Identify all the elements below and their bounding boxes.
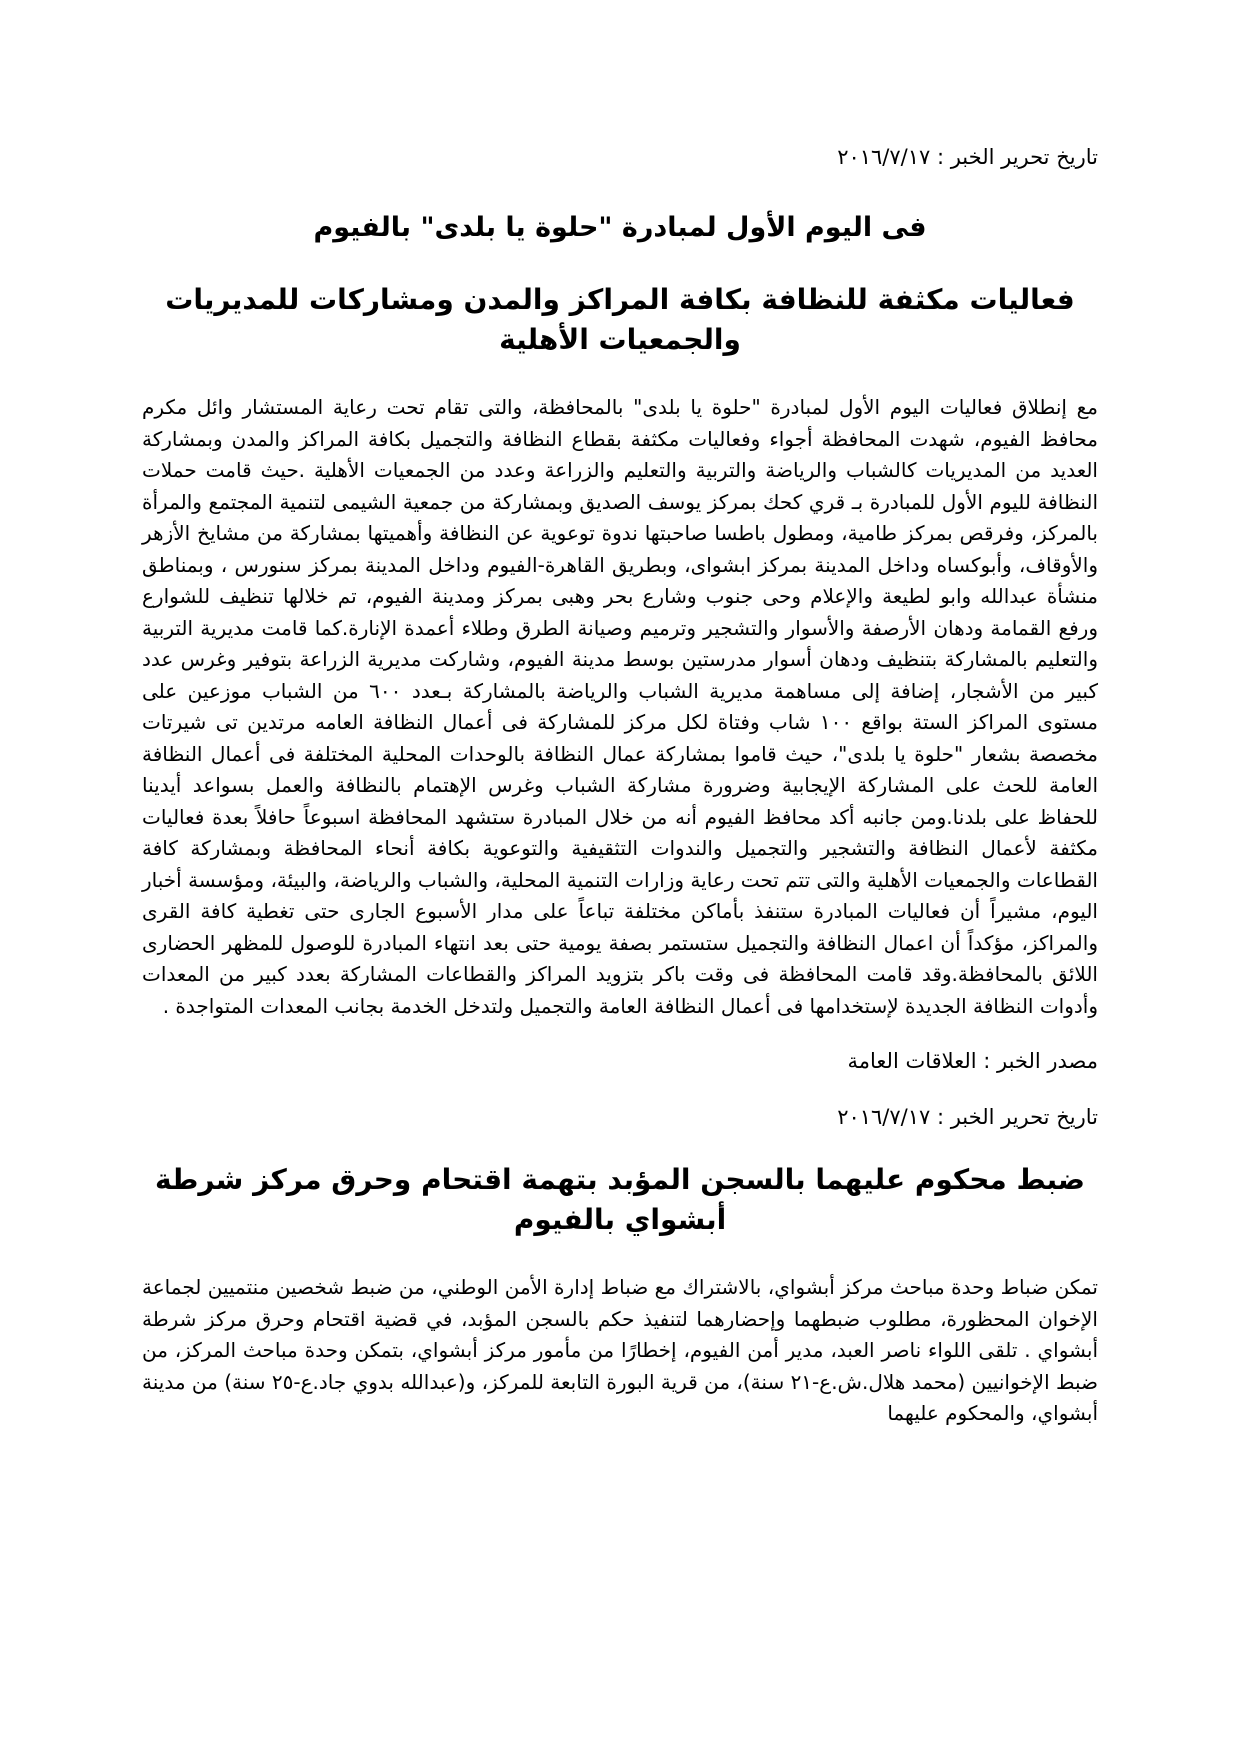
article-1-subtitle: فعاليات مكثفة للنظافة بكافة المراكز والمدن ومشاركات للمديريات والجمعيات الأهلية [165,283,1075,356]
article-1-title: فى اليوم الأول لمبادرة "حلوة يا بلدى" بالفيوم [313,212,927,243]
article-2-body: تمكن ضباط وحدة مباحث مركز أبشواي، بالاشتراك مع ضباط إدارة الأمن الوطني، من ضبط شخصين منتميين لجماعة الإخوان المحظورة، مطلوب ضبطهما وإحضارهما لتنفيذ حكم بالسجن المؤبد، في قضية اقتحام وحرق مركز شرطة أبشواي . تلقى اللواء ناصر العبد، مدير أمن الفيوم، إخطارًا من مأمور مركز أبشواي، بتمكن وحدة مباحث المركز، من ضبط الإخوانيين (محمد هلال.ش.ع-٢١ سنة)، من قرية البورة التابعة للمركز، و(عبدالله بدوي جاد.ع-٢٥ سنة) من مدينة أبشواي، والمحكوم عليهما [142,1275,1098,1425]
article-2-title: ضبط محكوم عليهما بالسجن المؤبد بتهمة اقتحام وحرق مركز شرطة أبشواي بالفيوم [155,1163,1085,1236]
article-1-date-line: تاريخ تحرير الخبر : ٢٠١٦/٧/١٧ [837,145,1098,169]
article-2-date-line: تاريخ تحرير الخبر : ٢٠١٦/٧/١٧ [837,1105,1098,1129]
article-1-body: مع إنطلاق فعاليات اليوم الأول لمبادرة "حلوة يا بلدى" بالمحافظة، والتى تقام تحت رعاية المستشار وائل مكرم محافظ الفيوم، شهدت المحافظة أجواء وفعاليات مكثفة بقطاع النظافة والتجميل بكافة المراكز والمدن وبمشاركة العديد من المديريات كالشباب والرياضة والتربية والتعليم والزراعة وعدد من الجمعيات الأهلية .حيث قامت حملات النظافة لليوم الأول للمبادرة بـ قري كحك بمركز يوسف الصديق وبمشاركة من جمعية الشيمى لتنمية المجتمع والمرأة بالمركز، وفرقص بمركز طامية، ومطول باطسا صاحبتها ندوة توعوية عن النظافة وأهميتها بمشاركة من مشايخ الأزهر والأوقاف، وأبوكساه وداخل المدينة بمركز ابشواى، وبطريق القاهرة-الفيوم وداخل المدينة بمركز سنورس ، وبمناطق منشأة عبدالله وابو لطيعة والإعلام وحى جنوب وشارع بحر وهبى بمركز ومدينة الفيوم، تم خلالها تنظيف للشوارع ورفع القمامة ودهان الأرصفة والأسوار والتشجير وترميم وصيانة الطرق وطلاء أعمدة الإنارة.كما قامت مديرية التربية والتعليم بالمشاركة بتنظيف ودهان أسوار مدرستين بوسط مدينة الفيوم، وشاركت مديرية الزراعة بتوفير وغرس عدد كبير من الأشجار، إضافة إلى مساهمة مديرية الشباب والرياضة بالمشاركة بـعدد ٦٠٠ من الشباب موزعين على مستوى المراكز الستة بواقع ١٠٠ شاب وفتاة لكل مركز للمشاركة فى أعمال النظافة العامه مرتدين تى شيرتات مخصصة بشعار "حلوة يا بلدى"، حيث قاموا بمشاركة عمال النظافة بالوحدات المحلية المختلفة فى أعمال النظافة العامة للحث على المشاركة الإيجابية وضرورة مشاركة الشباب وغرس الإهتمام بالنظافة والعمل بسواعد أيدينا للحفاظ على بلدنا.ومن جانبه أكد محافظ الفيوم أنه من خلال المبادرة ستشهد المحافظة اسبوعاً حافلاً بعدة فعاليات مكثفة لأعمال النظافة والتشجير والتجميل والندوات التثقيفية والتوعوية بكافة أنحاء المحافظة وبمشاركة كافة القطاعات والجمعيات الأهلية والتى تتم تحت رعاية وزارات التنمية المحلية، والشباب والرياضة، والبيئة، ومؤسسة أخبار اليوم، مشيراً أن فعاليات المبادرة ستنفذ بأماكن مختلفة تباعاً على مدار الأسبوع الجارى حتى تغطية كافة القرى والمراكز، مؤكداً أن اعمال النظافة والتجميل ستستمر بصفة يومية حتى بعد انتهاء المبادرة للوصول للمظهر الحضارى اللائق بالمحافظة.وقد قامت المحافظة فى وقت باكر بتزويد المراكز والقطاعات المشاركة بعدد كبير من المعدات وأدوات النظافة الجديدة لإستخدامها فى أعمال النظافة العامة والتجميل ولتدخل الخدمة بجانب المعدات المتواجدة . [142,395,1098,1018]
article-1-source-line: مصدر الخبر : العلاقات العامة [847,1049,1098,1073]
